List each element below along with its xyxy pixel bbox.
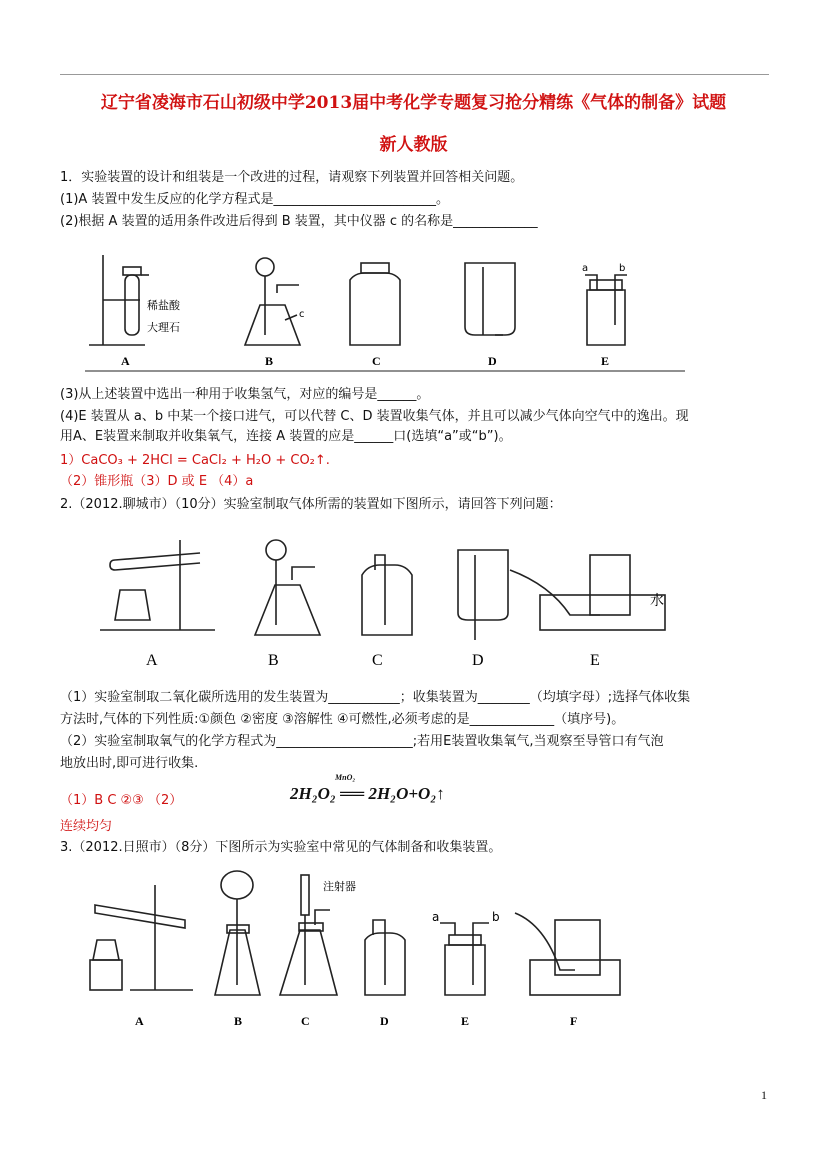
q2-answer-1: （1）B C ②③ （2） (60, 793, 183, 808)
q2-fig-label-e: E (590, 652, 600, 669)
q1-fig-label-a: A (121, 354, 130, 368)
q2-part1-line1: （1）实验室制取二氧化碳所选用的发生装置为___________；收集装置为________（均填字母）;选择气体收集 (60, 690, 691, 705)
q2-fig-water-label: 水 (650, 593, 664, 609)
q1-answer-1: 1）CaCO₃ + 2HCl = CaCl₂ + H₂O + CO₂↑. (60, 453, 330, 468)
q2-part2-line2: 地放出时,即可进行收集. (60, 756, 199, 771)
q3-fig-label-e: E (461, 1014, 470, 1028)
q1-fig-label-c: C (372, 354, 381, 368)
q3-apparatus-figure (75, 865, 635, 1035)
q3-fig-label-d: D (380, 1014, 389, 1028)
document-title: 辽宁省凌海市石山初级中学2013届中考化学专题复习抢分精练《气体的制备》试题 (100, 93, 727, 113)
q3-fig-label-f: F (570, 1014, 578, 1028)
q1-stem: 1．实验装置的设计和组装是一个改进的过程，请观察下列装置并回答相关问题。 (60, 170, 524, 185)
q1-answer-2: （2）锥形瓶（3）D 或 E （4）a (60, 474, 254, 489)
q2-apparatus-figure (100, 525, 680, 675)
q2-answer-2: 连续均匀 (60, 819, 113, 834)
document-subtitle: 新人教版 (379, 135, 448, 155)
q1-part2: (2)根据 A 装置的适用条件改进后得到 B 装置，其中仪器 c 的名称是_____________ (60, 214, 538, 229)
q3-fig-label-a: A (135, 1014, 144, 1028)
q1-fig-label-e: E (601, 354, 610, 368)
q1-fig-marble-label: 大理石 (147, 321, 180, 334)
q2-stem: 2.（2012.聊城市）（10分）实验室制取气体所需的装置如下图所示，请回答下列问题： (60, 497, 562, 512)
q2-part2-line1: （2）实验室制取氧气的化学方程式为_____________________;若用E装置收集氧气,当观察至导管口有气泡 (60, 734, 664, 749)
q1-part3: (3)从上述装置中选出一种用于收集氢气，对应的编号是______。 (60, 387, 430, 402)
q1-part4-line2: 用A、E装置来制取并收集氧气，连接 A 装置的应是______口(选填“a”或“b”)。 (60, 429, 512, 444)
q1-fig-c-label: c (299, 309, 305, 320)
q1-apparatus-figure (85, 245, 695, 375)
q3-stem: 3.（2012.日照市）（8分）下图所示为实验室中常见的气体制备和收集装置。 (60, 840, 502, 855)
q2-answer-formula: 2H₂O₂ ══ 2H₂O+O₂↑ (290, 784, 445, 803)
page-number: 1 (761, 1088, 767, 1102)
q3-fig-label-b: B (234, 1014, 243, 1028)
q2-fig-label-d: D (472, 652, 484, 669)
q3-fig-b-label: b (492, 910, 500, 924)
q1-part4-line1: (4)E 装置从 a、b 中某一个接口进气，可以代替 C、D 装置收集气体，并且可以减少气体向空气中的逸出。现 (60, 409, 689, 424)
q1-fig-label-b: B (265, 354, 274, 368)
q3-fig-label-c: C (301, 1014, 310, 1028)
q2-fig-label-c: C (372, 652, 383, 669)
q3-fig-a-label: a (432, 910, 440, 924)
q2-fig-label-a: A (146, 652, 158, 669)
q3-fig-syringe-label: 注射器 (323, 880, 356, 893)
q1-part1: (1)A 装置中发生反应的化学方程式是_________________________。 (60, 192, 449, 207)
q2-fig-label-b: B (268, 652, 279, 669)
header-rule (60, 74, 769, 75)
q1-fig-a-label: a (582, 263, 589, 274)
q1-fig-acid-label: 稀盐酸 (147, 299, 180, 312)
q2-formula-catalyst: MnO₂ (335, 773, 356, 782)
q1-fig-label-d: D (488, 354, 497, 368)
q2-part1-line2: 方法时,气体的下列性质:①颜色 ②密度 ③溶解性 ④可燃性,必须考虑的是_____________（填序号)。 (60, 712, 625, 727)
q1-fig-b-label: b (619, 263, 626, 274)
